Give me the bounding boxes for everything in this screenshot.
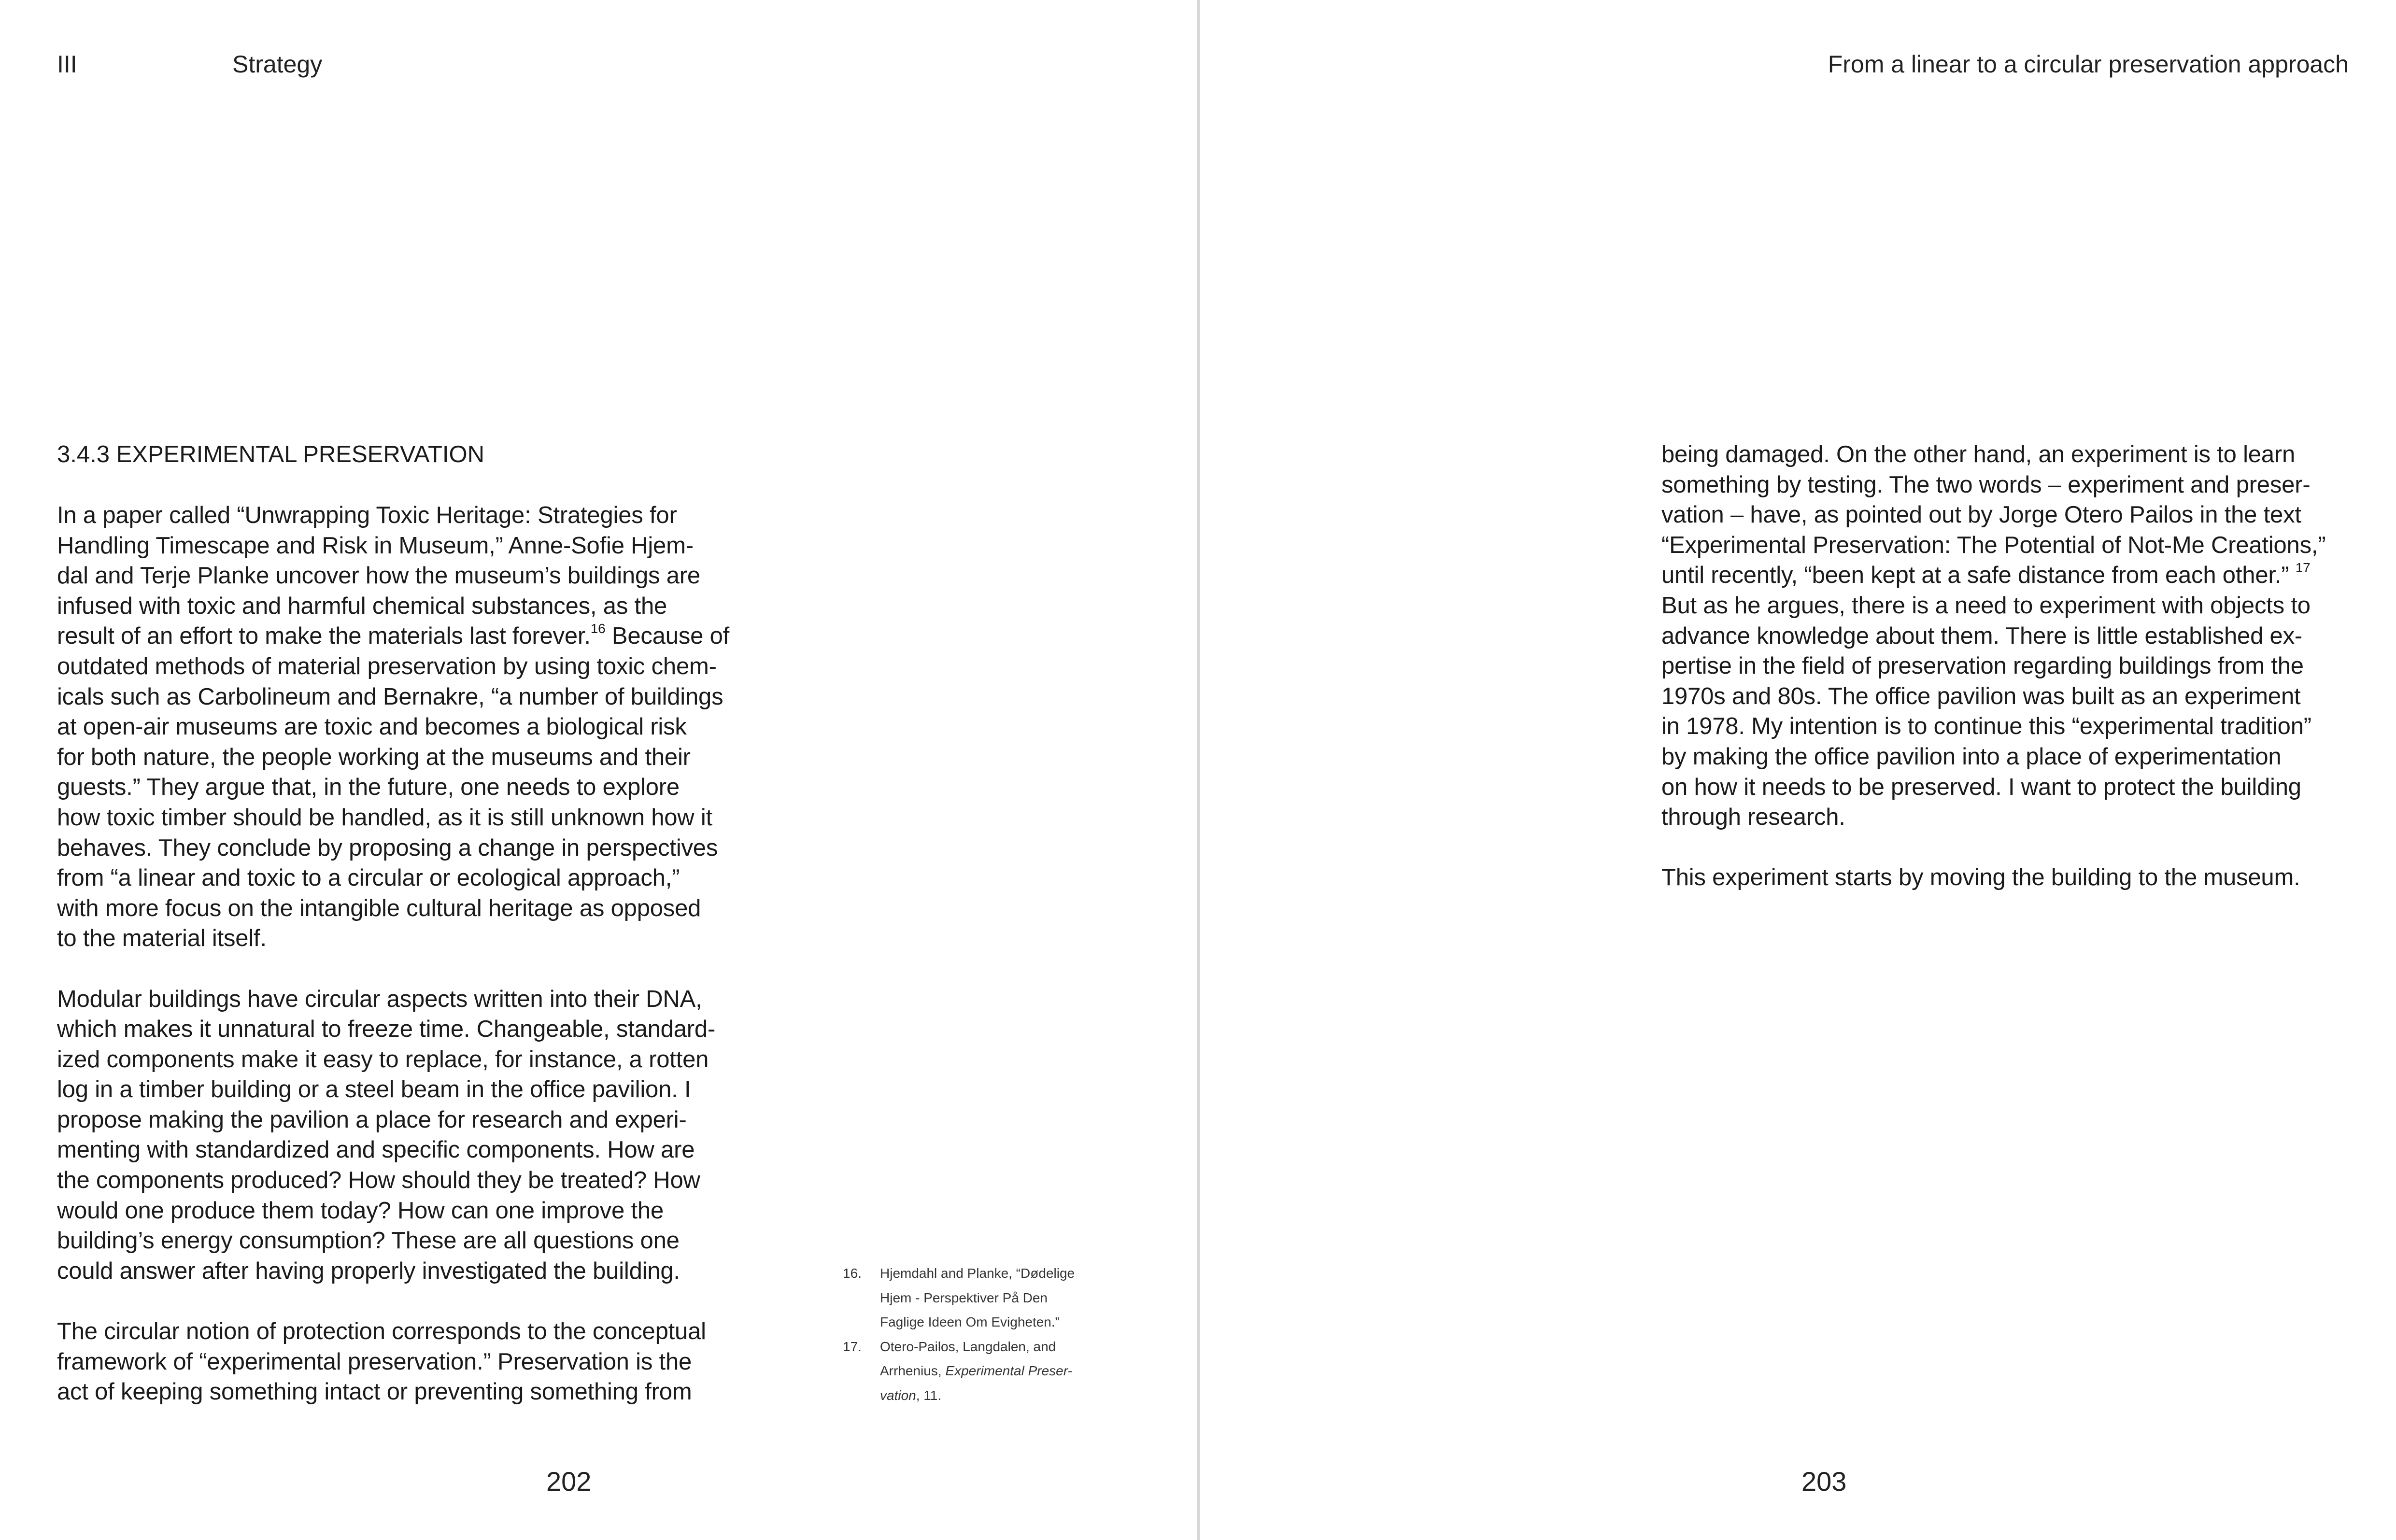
text-line: which makes it unnatural to freeze time. Changeable, standard- [57,1016,716,1043]
footnote-number: 17. [843,1339,862,1354]
text-line: advance knowledge about them. There is little established ex- [1661,622,2303,649]
text-line: on how it needs to be preserved. I want to protect the building [1661,774,2301,800]
footnote-16 [843,1261,1113,1335]
footnote-line [880,1384,1113,1408]
text-line: guests.” They argue that, in the future, one needs to explore [57,774,680,801]
text-line: at open-air museums are toxic and becomes a biological risk [57,714,687,740]
page-gutter [1197,0,1200,1540]
left-page [0,0,1197,1540]
footnote-reference-17: 17 [2295,560,2311,576]
page-number-left: 202 [546,1466,592,1497]
footnote-segment: , 11. [916,1387,942,1403]
footnote-title-italic: Experimental Preser- [945,1363,1072,1378]
footnotes [843,1261,1113,1408]
text-line: would one produce them today? How can one improve the [57,1197,664,1224]
text-line: The circular notion of protection corresponds to the conceptual [57,1318,706,1345]
text-segment: result of an effort to make the materials last forever. [57,623,591,650]
footnote-line: Hjemdahl and Planke, “Dødelige [880,1266,1075,1281]
paragraph-gap [57,1286,757,1316]
text-line: could answer after having properly investigated the building. [57,1257,680,1284]
text-line: being damaged. On the other hand, an experiment is to learn [1661,441,2296,467]
text-line: how toxic timber should be handled, as it is still unknown how it [57,804,712,831]
text-line: 1970s and 80s. The office pavilion was built as an experiment [1661,683,2301,709]
footnote-number: 16. [843,1266,862,1281]
text-line: “Experimental Preservation: The Potential of Not-Me Creations,” [1661,532,2326,558]
text-line: infused with toxic and harmful chemical substances, as the [57,593,667,619]
text-line: act of keeping something intact or preventing something from [57,1379,692,1405]
text-line: dal and Terje Planke uncover how the museum’s buildings are [57,563,700,589]
text-segment: Because of [605,623,730,650]
footnote-segment: Arrhenius, [880,1363,946,1378]
text-line: Modular buildings have circular aspects written into their DNA, [57,986,702,1012]
running-head-chapter-title: From a linear to a circular preservation approach [1828,51,2349,78]
page-number-right: 203 [1801,1466,1847,1497]
footnote-line [880,1359,1113,1384]
section-heading: 3.4.3 EXPERIMENTAL PRESERVATION [57,441,484,467]
text-line: vation – have, as pointed out by Jorge Otero Pailos in the text [1661,502,2301,528]
text-line: for both nature, the people working at the museums and their [57,744,691,770]
running-head-section: Strategy [232,51,323,78]
text-line: propose making the pavilion a place for research and experi- [57,1106,687,1133]
footnote-title-italic: vation [880,1387,916,1403]
text-line: by making the office pavilion into a place of experimentation [1661,743,2282,770]
text-line: Handling Timescape and Risk in Museum,” Anne-Sofie Hjem- [57,532,694,559]
text-line: behaves. They conclude by proposing a change in perspectives [57,834,718,861]
text-line: In a paper called “Unwrapping Toxic Heritage: Strategies for [57,502,677,528]
text-line: the components produced? How should they be treated? How [57,1167,700,1194]
text-line: to the material itself. [57,925,267,952]
text-line: ized components make it easy to replace, for instance, a rotten [57,1046,709,1073]
text-line: from “a linear and toxic to a circular or ecological approach,” [57,865,680,891]
text-line: pertise in the field of preservation regarding buildings from the [1661,653,2304,679]
text-line: This experiment starts by moving the building to the museum. [1661,864,2300,891]
footnote-17 [843,1335,1113,1408]
footnote-line: Otero-Pailos, Langdalen, and [880,1339,1056,1354]
footnote-line: Hjem - Perspektiver På Den [880,1290,1048,1305]
text-line: outdated methods of material preservation by using toxic chem- [57,653,717,679]
running-head-chapter-number: III [57,51,77,78]
footnote-line: Faglige Ideen Om Evigheten.” [880,1314,1060,1329]
text-line: log in a timber building or a steel beam in the office pavilion. I [57,1076,691,1103]
text-line: building’s energy consumption? These are all questions one [57,1228,680,1254]
text-line: framework of “experimental preservation.” Preservation is the [57,1348,692,1375]
text-line: But as he argues, there is a need to experiment with objects to [1661,592,2311,619]
text-line: icals such as Carbolineum and Bernakre, “a number of buildings [57,683,723,710]
text-line: in 1978. My intention is to continue this “experimental tradition” [1661,713,2311,740]
text-line: through research. [1661,804,1845,831]
text-line: with more focus on the intangible cultural heritage as opposed [57,895,701,921]
text-line: something by testing. The two words – experiment and preser- [1661,471,2311,498]
text-line [1661,560,2362,591]
right-page [1200,0,2396,1540]
text-line [57,621,757,651]
left-body-text [57,500,757,1407]
text-line: menting with standardized and specific components. How are [57,1137,695,1163]
text-segment: until recently, “been kept at a safe distance from each other.” [1661,562,2289,589]
right-body-text [1661,439,2362,893]
paragraph-gap [57,954,757,984]
footnote-reference-16: 16 [590,621,606,636]
paragraph-gap [1661,833,2362,863]
